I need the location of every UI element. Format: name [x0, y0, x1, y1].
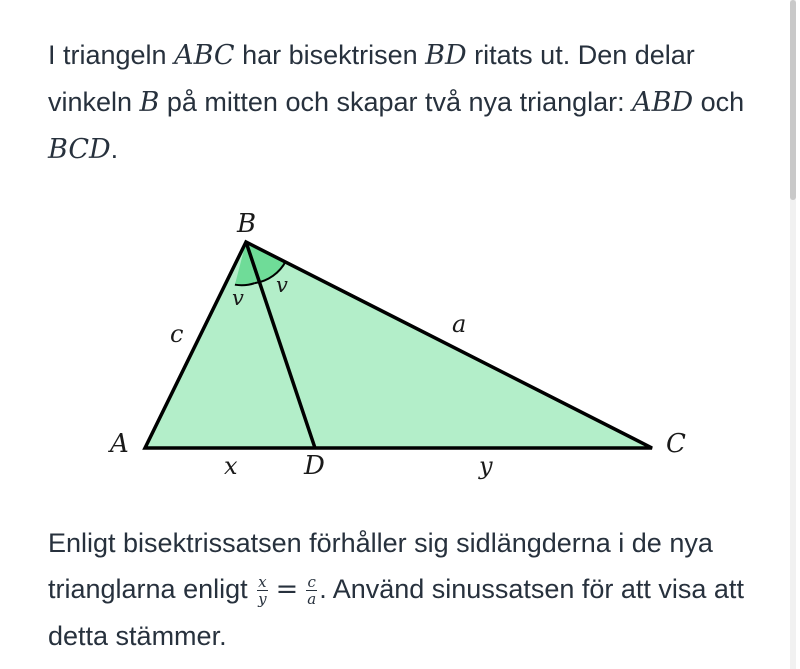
- side-label-c: c: [170, 320, 184, 348]
- vertex-label-a: A: [110, 429, 129, 459]
- intro-paragraph: [48, 32, 748, 173]
- math-triangle-bcd: BCD: [48, 134, 111, 165]
- conclusion-paragraph: [48, 520, 748, 659]
- angle-label-v-left: v: [232, 286, 244, 310]
- vertex-label-c: C: [666, 429, 686, 459]
- triangle-figure: [0, 200, 786, 500]
- scrollbar-thumb[interactable]: [790, 0, 796, 200]
- intro-text: .: [110, 134, 119, 164]
- fraction-denominator: y: [258, 590, 267, 609]
- fraction-numerator: x: [258, 573, 267, 592]
- angle-label-v-right: v: [276, 273, 288, 297]
- conclusion-text: . Använd sinussatsen för att visa att detta stämmer.: [48, 574, 744, 651]
- intro-text: har bisektrisen: [234, 40, 426, 70]
- vertex-label-b: B: [237, 209, 257, 239]
- fraction-x-over-y: [257, 574, 267, 607]
- math-angle-b: B: [139, 87, 160, 118]
- segment-label-x: x: [224, 452, 238, 480]
- fraction-numerator: c: [307, 573, 316, 592]
- side-label-a: a: [452, 310, 467, 338]
- fraction-c-over-a: [306, 574, 317, 607]
- fraction-denominator: a: [307, 590, 317, 609]
- math-triangle-abc: ABC: [174, 40, 235, 71]
- math-triangle-abd: ABD: [632, 87, 694, 118]
- intro-text: och: [693, 87, 745, 117]
- segment-label-y: y: [479, 452, 493, 480]
- intro-text: ritats ut. Den delar vinkeln: [48, 40, 695, 117]
- intro-text: på mitten och skapar två nya trianglar:: [159, 87, 633, 117]
- triangle-fill: [145, 242, 652, 448]
- intro-text: I triangeln: [48, 40, 175, 70]
- math-segment-bd: BD: [425, 40, 467, 71]
- equals-sign: =: [275, 574, 299, 605]
- conclusion-text: Enligt bisektrissatsen förhåller sig sidlängderna i de nya trianglarna enligt: [48, 528, 713, 604]
- vertex-label-d: D: [304, 451, 325, 481]
